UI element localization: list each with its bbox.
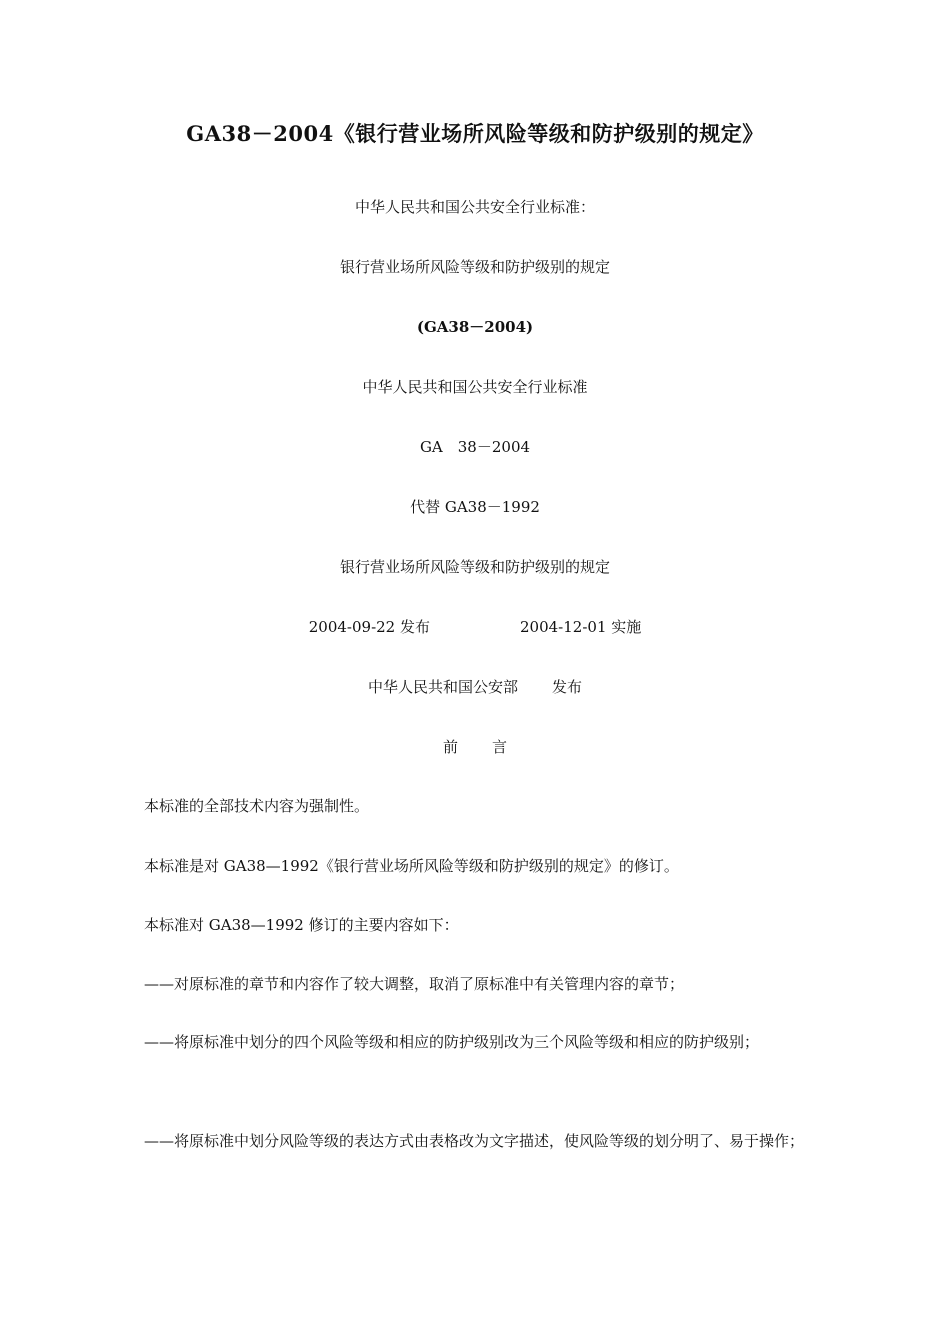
header-line-standard-name: 中华人民共和国公共安全行业标准	[362, 378, 588, 396]
header-line-code: (GA38－2004)	[416, 318, 534, 336]
issuer-name: 中华人民共和国公安部	[367, 678, 518, 696]
header-line-standard-number: GA 38－2004	[419, 438, 531, 456]
header-line-replaces: 代替 GA38－1992	[410, 498, 540, 516]
paragraph: 本标准是对 GA38—1992《银行营业场所风险等级和防护级别的规定》的修订。	[144, 857, 679, 875]
header-line-regulation-title-repeat: 银行营业场所风险等级和防护级别的规定	[339, 558, 610, 576]
document-title: GA38－2004《银行营业场所风险等级和防护级别的规定》	[186, 121, 764, 146]
preface-heading: 前 言	[442, 738, 508, 756]
paragraph: ——将原标准中划分风险等级的表达方式由表格改为文字描述，使风险等级的划分明了、易于操作；	[144, 1132, 805, 1150]
implement-date: 2004-12-01 实施	[520, 618, 642, 636]
paragraph: 本标准的全部技术内容为强制性。	[144, 797, 370, 815]
issuer-action: 发布	[552, 678, 583, 696]
paragraph: 本标准对 GA38—1992 修订的主要内容如下：	[144, 916, 459, 934]
publish-date: 2004-09-22 发布	[308, 618, 430, 636]
header-line-regulation-title: 银行营业场所风险等级和防护级别的规定	[339, 258, 610, 276]
paragraph: ——将原标准中划分的四个风险等级和相应的防护级别改为三个风险等级和相应的防护级别；	[144, 1033, 760, 1051]
header-line-standard: 中华人民共和国公共安全行业标准：	[354, 198, 595, 216]
issuer-line	[0, 677, 950, 697]
date-line	[0, 617, 950, 637]
paragraph: ——对原标准的章节和内容作了较大调整，取消了原标准中有关管理内容的章节；	[144, 975, 685, 993]
